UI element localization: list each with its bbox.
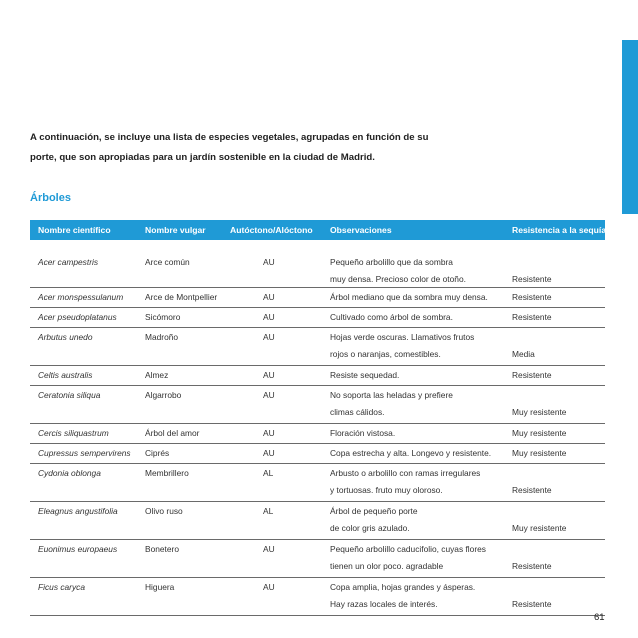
page-number: 61 — [594, 612, 605, 623]
resistance-cell: Resistente — [512, 599, 552, 609]
intro-line-1: A continuación, se incluye una lista de especies vegetales, agrupadas en función de su — [30, 132, 429, 143]
common-name-cell: Almez — [145, 370, 169, 380]
observations-line-2: de color gris azulado. — [330, 523, 410, 533]
origin-cell: AU — [263, 428, 275, 438]
common-name-cell: Olivo ruso — [145, 506, 183, 516]
observations-line-2: climas cálidos. — [330, 407, 385, 417]
table-row — [30, 502, 605, 540]
common-name-cell: Arce de Montpellier — [145, 292, 218, 302]
common-name-cell: Bonetero — [145, 544, 179, 554]
common-name-cell: Madroño — [145, 332, 179, 342]
header-drought-resistance: Resistencia a la sequía — [512, 225, 607, 235]
table-row — [30, 444, 605, 464]
observations-line-1: Resiste sequedad. — [330, 370, 400, 380]
observations-line-2: rojos o naranjas, comestibles. — [330, 349, 441, 359]
scientific-name-cell: Arbutus unedo — [38, 332, 93, 342]
observations-line-1: No soporta las heladas y prefiere — [330, 390, 453, 400]
common-name-cell: Árbol del amor — [145, 428, 200, 438]
common-name-cell: Arce común — [145, 257, 190, 267]
resistance-cell: Resistente — [512, 312, 552, 322]
resistance-cell: Resistente — [512, 292, 552, 302]
resistance-cell: Muy resistente — [512, 407, 567, 417]
table-row — [30, 464, 605, 502]
table-header — [30, 220, 605, 240]
header-common-name: Nombre vulgar — [145, 225, 206, 235]
observations-line-2: y tortuosas. fruto muy oloroso. — [330, 485, 443, 495]
resistance-cell: Muy resistente — [512, 448, 567, 458]
resistance-cell: Muy resistente — [512, 523, 567, 533]
observations-line-1: Pequeño arbolillo caducifolio, cuyas flores — [330, 544, 486, 554]
table-body — [30, 240, 605, 616]
observations-line-1: Árbol de pequeño porte — [330, 506, 418, 516]
table-row — [30, 366, 605, 386]
observations-line-1: Hojas verde oscuras. Llamativos frutos — [330, 332, 475, 342]
observations-line-2: muy densa. Precioso color de otoño. — [330, 274, 466, 284]
scientific-name-cell: Acer campestris — [38, 257, 99, 267]
observations-line-1: Copa amplia, hojas grandes y ásperas. — [330, 582, 476, 592]
observations-line-1: Pequeño arbolillo que da sombra — [330, 257, 453, 267]
origin-cell: AU — [263, 332, 275, 342]
table-row — [30, 578, 605, 616]
scientific-name-cell: Acer pseudoplatanus — [38, 312, 117, 322]
resistance-cell: Resistente — [512, 485, 552, 495]
origin-cell: AL — [263, 468, 274, 478]
common-name-cell: Membrillero — [145, 468, 189, 478]
origin-cell: AU — [263, 582, 275, 592]
resistance-cell: Resistente — [512, 274, 552, 284]
origin-cell: AU — [263, 257, 275, 267]
table-row — [30, 540, 605, 578]
origin-cell: AU — [263, 370, 275, 380]
table-row — [30, 240, 605, 288]
page-edge-tab — [622, 40, 638, 214]
origin-cell: AL — [263, 506, 274, 516]
observations-line-1: Arbusto o arbolillo con ramas irregulares — [330, 468, 481, 478]
header-origin: Autóctono/Alóctono — [230, 225, 313, 235]
scientific-name-cell: Euonimus europaeus — [38, 544, 118, 554]
origin-cell: AU — [263, 544, 275, 554]
intro-line-2: porte, que son apropiadas para un jardín sostenible en la ciudad de Madrid. — [30, 152, 375, 163]
table-row — [30, 328, 605, 366]
table-row — [30, 288, 605, 308]
resistance-cell: Resistente — [512, 561, 552, 571]
header-scientific-name: Nombre científico — [38, 225, 111, 235]
observations-line-1: Floración vistosa. — [330, 428, 396, 438]
observations-line-1: Copa estrecha y alta. Longevo y resistente. — [330, 448, 492, 458]
scientific-name-cell: Ficus caryca — [38, 582, 86, 592]
species-table — [30, 220, 605, 616]
scientific-name-cell: Celtis australis — [38, 370, 93, 380]
scientific-name-cell: Eleagnus angustifolia — [38, 506, 118, 516]
observations-line-1: Árbol mediano que da sombra muy densa. — [330, 292, 488, 302]
header-observations: Observaciones — [330, 225, 392, 235]
section-title: Árboles — [30, 192, 71, 204]
intro-paragraph — [30, 128, 450, 168]
scientific-name-cell: Cydonia oblonga — [38, 468, 101, 478]
resistance-cell: Muy resistente — [512, 428, 567, 438]
observations-line-2: tienen un olor poco. agradable — [330, 561, 444, 571]
scientific-name-cell: Ceratonia siliqua — [38, 390, 101, 400]
common-name-cell: Sicómoro — [145, 312, 181, 322]
common-name-cell: Algarrobo — [145, 390, 182, 400]
table-row — [30, 386, 605, 424]
scientific-name-cell: Cupressus sempervirens — [38, 448, 131, 458]
origin-cell: AU — [263, 312, 275, 322]
scientific-name-cell: Acer monspessulanum — [38, 292, 124, 302]
common-name-cell: Higuera — [145, 582, 175, 592]
observations-line-1: Cultivado como árbol de sombra. — [330, 312, 453, 322]
common-name-cell: Ciprés — [145, 448, 170, 458]
scientific-name-cell: Cercis siliquastrum — [38, 428, 109, 438]
origin-cell: AU — [263, 448, 275, 458]
resistance-cell: Resistente — [512, 370, 552, 380]
resistance-cell: Media — [512, 349, 535, 359]
origin-cell: AU — [263, 390, 275, 400]
origin-cell: AU — [263, 292, 275, 302]
observations-line-2: Hay razas locales de interés. — [330, 599, 438, 609]
table-row — [30, 424, 605, 444]
table-row — [30, 308, 605, 328]
